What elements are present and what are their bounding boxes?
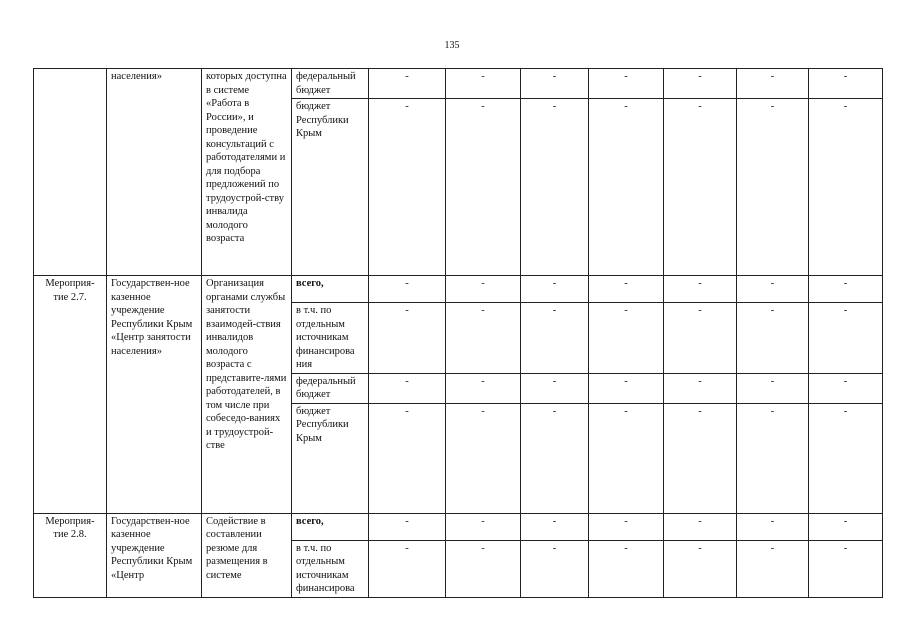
funding-table (33, 68, 883, 598)
source-cell: бюджет Республики Крым (292, 99, 369, 276)
activity-id-cell: Мероприя-тие 2.7. (34, 276, 107, 514)
value-cell: - (664, 303, 737, 374)
value-cell: - (521, 69, 589, 99)
value-cell: - (589, 513, 664, 540)
page-number: 135 (444, 40, 460, 51)
value-cell: - (589, 403, 664, 513)
value-cell: - (446, 513, 521, 540)
value-cell: - (737, 540, 809, 597)
value-cell: - (521, 303, 589, 374)
value-cell: - (589, 303, 664, 374)
value-cell: - (521, 373, 589, 403)
value-cell: - (446, 373, 521, 403)
measure-cell: которых доступна в системе «Работа в России», и проведение консультаций с работодателями и для подбора предложений по трудоустрой-ству инвалида молодого возраста (202, 69, 292, 276)
value-cell: - (664, 373, 737, 403)
value-cell: - (809, 403, 883, 513)
source-cell: в т.ч. по отдельным источникам финансирова (292, 540, 369, 597)
value-cell: - (737, 99, 809, 276)
value-cell: - (521, 99, 589, 276)
value-cell: - (737, 69, 809, 99)
table-row (34, 513, 883, 540)
value-cell: - (589, 373, 664, 403)
value-cell: - (589, 99, 664, 276)
value-cell: - (369, 540, 446, 597)
value-cell: - (369, 99, 446, 276)
value-cell: - (809, 69, 883, 99)
source-cell: бюджет Республики Крым (292, 403, 369, 513)
value-cell: - (664, 69, 737, 99)
value-cell: - (446, 99, 521, 276)
value-cell: - (809, 99, 883, 276)
source-cell: всего, (292, 276, 369, 303)
source-cell: в т.ч. по отдельным источникам финансирова ния (292, 303, 369, 374)
value-cell: - (737, 303, 809, 374)
activity-id-cell: Мероприя-тие 2.8. (34, 513, 107, 597)
value-cell: - (521, 513, 589, 540)
value-cell: - (664, 540, 737, 597)
value-cell: - (446, 540, 521, 597)
value-cell: - (369, 513, 446, 540)
value-cell: - (664, 99, 737, 276)
org-cell: Государствен-ное казенное учреждение Республики Крым «Центр занятости населения» (107, 276, 202, 514)
value-cell: - (664, 403, 737, 513)
table-row (34, 276, 883, 303)
value-cell: - (521, 403, 589, 513)
value-cell: - (809, 540, 883, 597)
measure-cell: Содействие в составлении резюме для размещения в системе (202, 513, 292, 597)
value-cell: - (737, 276, 809, 303)
activity-id-cell (34, 69, 107, 276)
value-cell: - (369, 69, 446, 99)
value-cell: - (369, 403, 446, 513)
value-cell: - (589, 69, 664, 99)
value-cell: - (737, 513, 809, 540)
source-cell: всего, (292, 513, 369, 540)
org-cell: Государствен-ное казенное учреждение Республики Крым «Центр (107, 513, 202, 597)
value-cell: - (737, 403, 809, 513)
value-cell: - (446, 303, 521, 374)
value-cell: - (589, 276, 664, 303)
value-cell: - (809, 373, 883, 403)
value-cell: - (664, 276, 737, 303)
value-cell: - (521, 540, 589, 597)
value-cell: - (446, 403, 521, 513)
value-cell: - (521, 276, 589, 303)
source-cell: федеральный бюджет (292, 69, 369, 99)
value-cell: - (589, 540, 664, 597)
value-cell: - (737, 373, 809, 403)
value-cell: - (369, 276, 446, 303)
org-cell: населения» (107, 69, 202, 276)
source-cell: федеральный бюджет (292, 373, 369, 403)
value-cell: - (809, 513, 883, 540)
value-cell: - (664, 513, 737, 540)
measure-cell: Организация органами службы занятости взаимодей-ствия инвалидов молодого возраста с представите-лями работодателей, в том числе при собеседо-ваниях и трудоустрой-стве (202, 276, 292, 514)
value-cell: - (369, 303, 446, 374)
value-cell: - (446, 69, 521, 99)
value-cell: - (446, 276, 521, 303)
value-cell: - (369, 373, 446, 403)
value-cell: - (809, 303, 883, 374)
value-cell: - (809, 276, 883, 303)
table-row (34, 69, 883, 99)
